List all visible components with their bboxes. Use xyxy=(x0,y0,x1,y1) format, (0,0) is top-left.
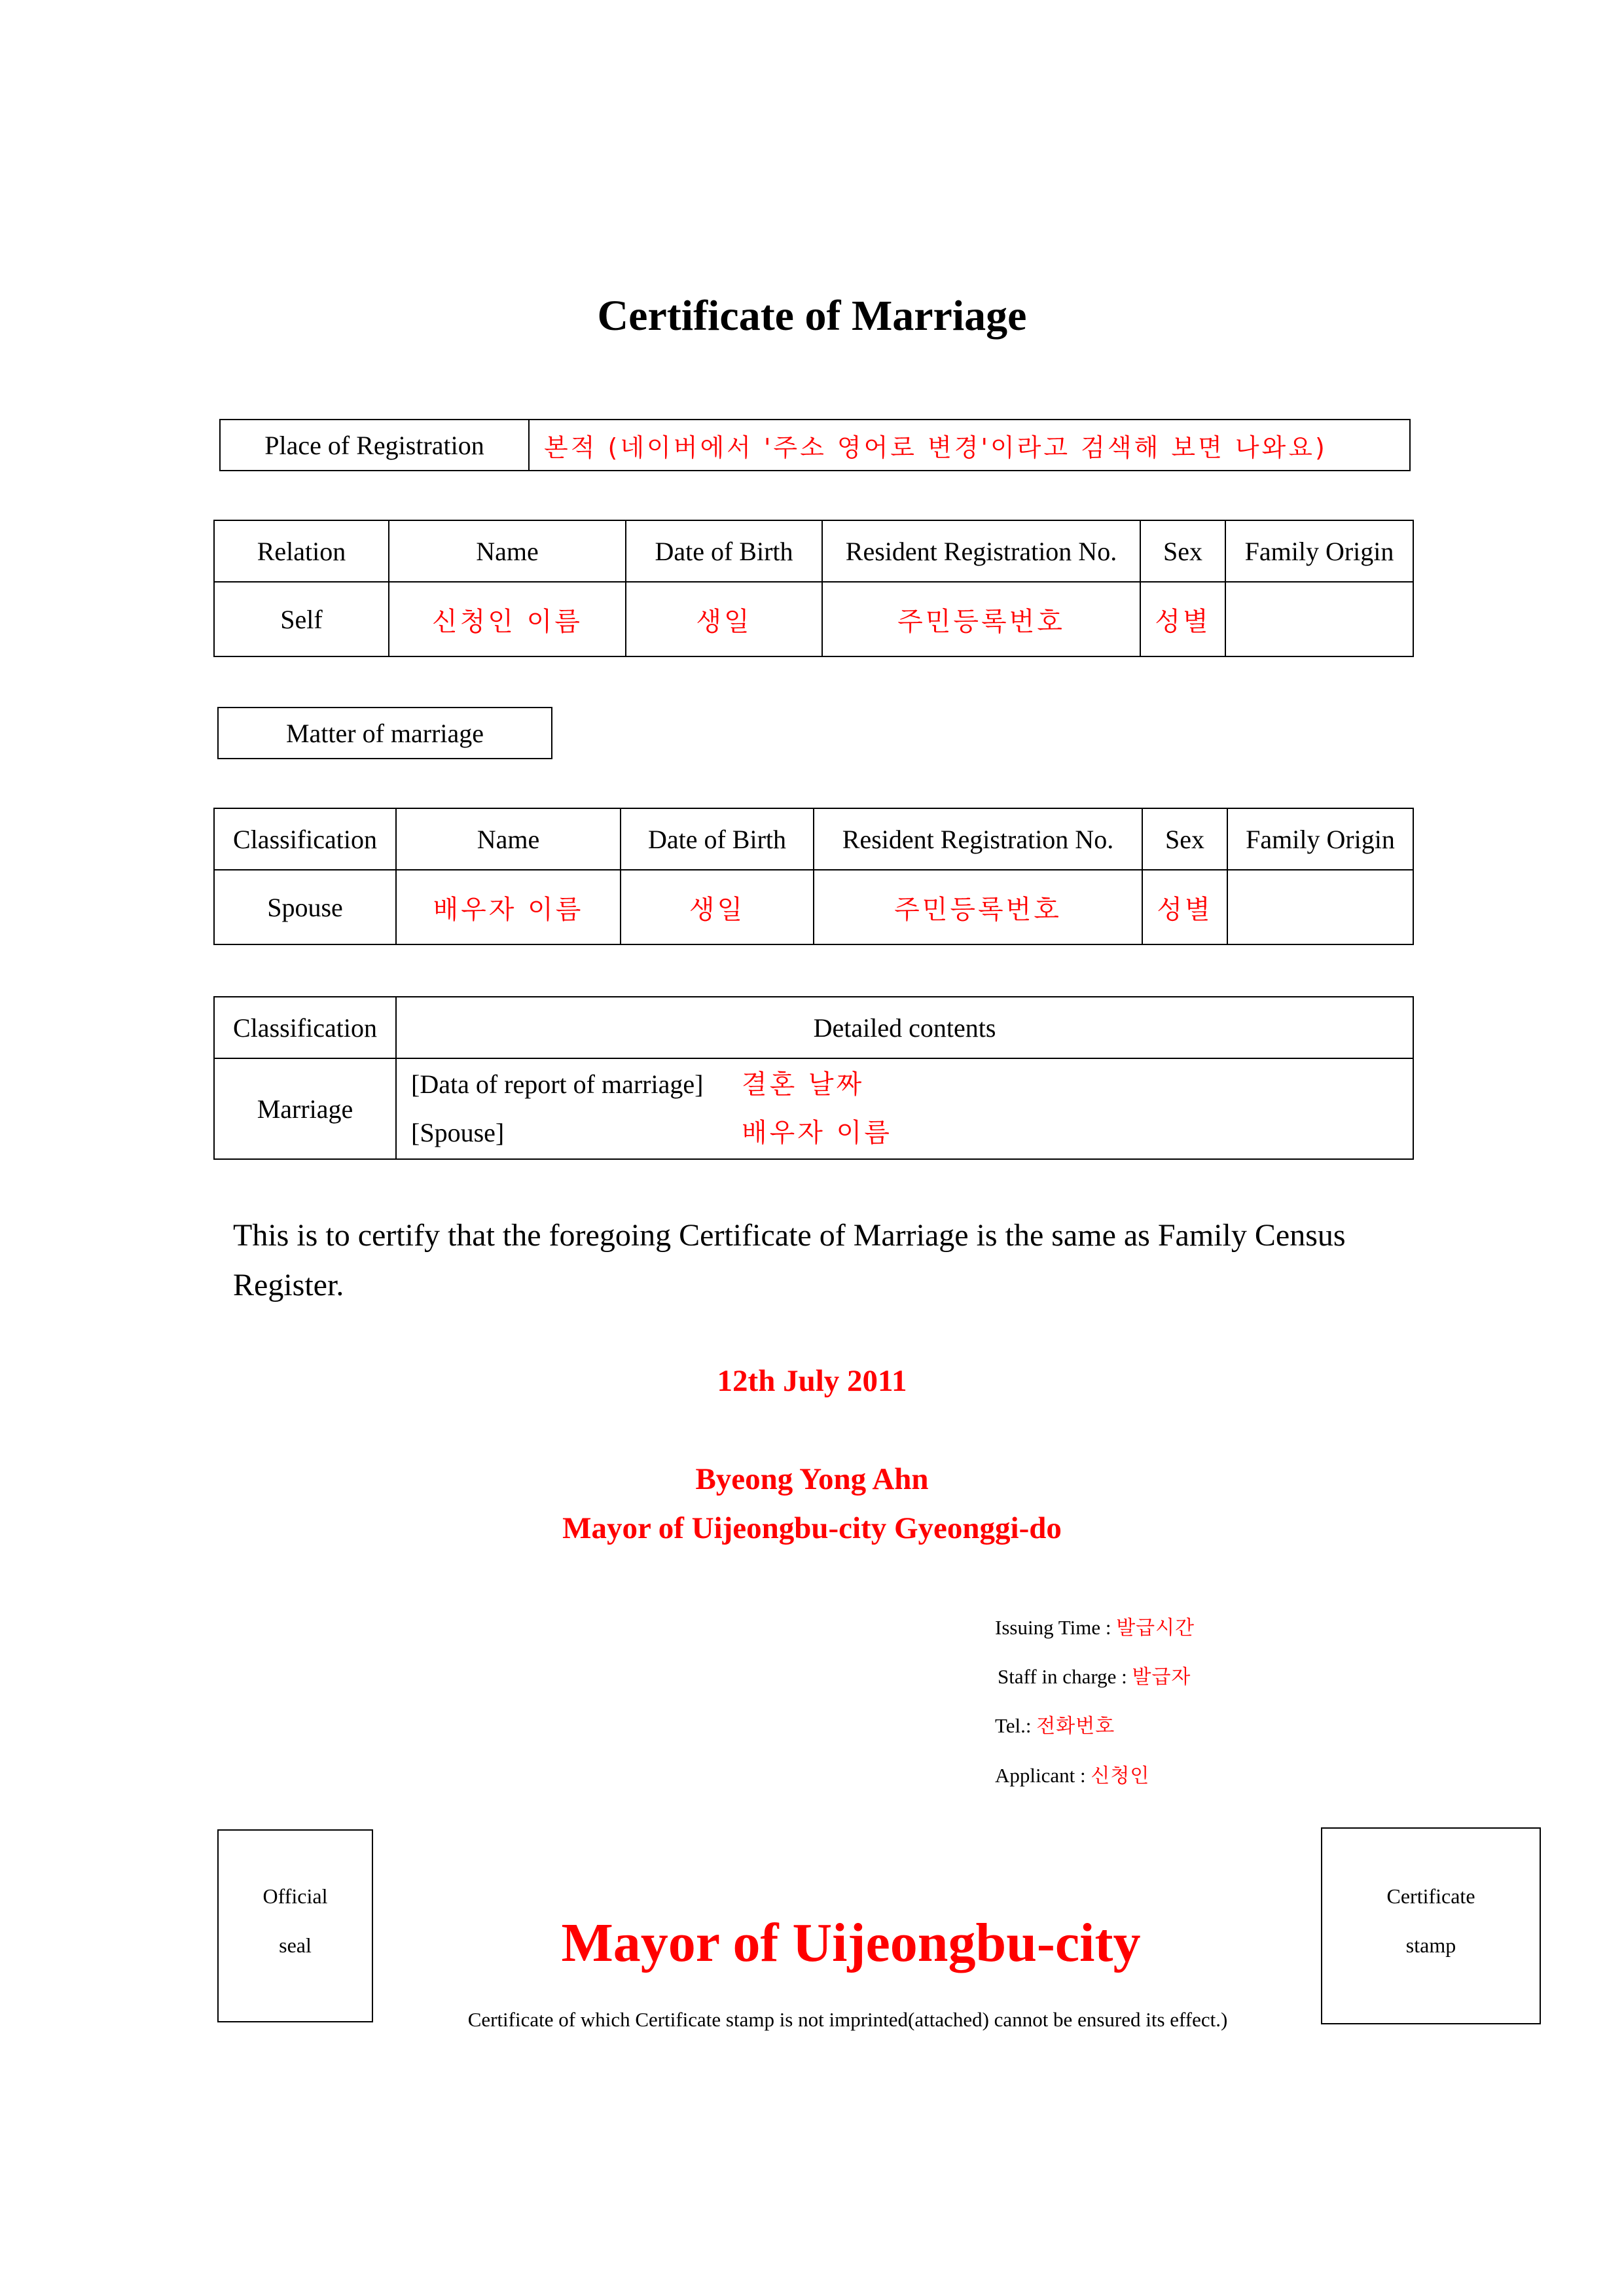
self-family-origin xyxy=(1225,582,1413,656)
matter-box xyxy=(217,707,552,759)
spouse-sex: 성별 xyxy=(1142,870,1227,944)
self-name: 신청인 이름 xyxy=(389,582,626,656)
detail-table xyxy=(213,996,1414,1160)
issuance-label: Applicant : xyxy=(995,1764,1086,1787)
self-date-of-birth: 생일 xyxy=(626,582,822,656)
detail-line xyxy=(411,1060,1413,1109)
page-title: Certificate of Marriage xyxy=(597,292,1027,340)
issuance-label: Tel.: xyxy=(995,1714,1032,1737)
spouse-classification: Spouse xyxy=(214,870,396,944)
issuance-label: Issuing Time : xyxy=(995,1616,1111,1639)
mayor-signature-line: Mayor of Uijeongbu-city xyxy=(561,1912,1141,1973)
spouse-name: 배우자 이름 xyxy=(396,870,621,944)
header-classification: Classification xyxy=(214,997,396,1058)
registration-value: 본적 (네이버에서 '주소 영어로 변경'이라고 검색해 보면 나와요) xyxy=(529,420,1410,471)
self-registration-no: 주민등록번호 xyxy=(822,582,1140,656)
issuance-value: 발급시간 xyxy=(1116,1617,1195,1640)
detail-line-value: 배우자 이름 xyxy=(742,1118,892,1148)
issuance-label: Staff in charge : xyxy=(998,1665,1127,1688)
footnote: Certificate of which Certificate stamp is not imprinted(attached) cannot be ensured its effect.) xyxy=(467,2008,1228,2031)
detail-line xyxy=(411,1109,1413,1157)
certify-statement: This is to certify that the foregoing Certificate of Marriage is the same as Family Census Register. xyxy=(233,1218,1346,1302)
self-relation: Self xyxy=(214,582,389,656)
header-date-of-birth: Date of Birth xyxy=(621,808,814,870)
signatory-name: Byeong Yong Ahn xyxy=(695,1462,929,1496)
header-date-of-birth: Date of Birth xyxy=(626,520,822,582)
spouse-date-of-birth: 생일 xyxy=(621,870,814,944)
header-registration-no: Resident Registration No. xyxy=(822,520,1140,582)
detail-line-label: [Spouse] xyxy=(411,1118,505,1147)
detail-classification: Marriage xyxy=(214,1058,396,1159)
matter-label: Matter of marriage xyxy=(218,708,552,759)
header-detailed-contents: Detailed contents xyxy=(396,997,1413,1058)
certificate-stamp-label: stamp xyxy=(1405,1933,1456,1957)
issuance-line xyxy=(995,1611,1195,1640)
header-sex: Sex xyxy=(1140,520,1225,582)
header-registration-no: Resident Registration No. xyxy=(814,808,1142,870)
header-name: Name xyxy=(389,520,626,582)
official-seal-label: Official xyxy=(262,1884,328,1908)
certificate-stamp-label: Certificate xyxy=(1386,1884,1475,1908)
issuance-value: 신청인 xyxy=(1091,1765,1150,1787)
certificate-stamp-box xyxy=(1321,1827,1541,2024)
header-family-origin: Family Origin xyxy=(1227,808,1413,870)
detail-line-label: [Data of report of marriage] xyxy=(411,1069,704,1099)
header-relation: Relation xyxy=(214,520,389,582)
spouse-family-origin xyxy=(1227,870,1413,944)
official-seal-label: seal xyxy=(279,1933,312,1957)
issue-date: 12th July 2011 xyxy=(717,1364,907,1398)
detail-line-value: 결혼 날짜 xyxy=(742,1069,865,1100)
header-name: Name xyxy=(396,808,621,870)
issuance-line xyxy=(995,1759,1149,1788)
spouse-table xyxy=(213,808,1414,945)
registration-table xyxy=(219,419,1411,471)
issuance-value: 발급자 xyxy=(1132,1666,1191,1689)
detail-contents xyxy=(396,1058,1413,1159)
issuance-line xyxy=(995,1710,1115,1738)
registration-label: Place of Registration xyxy=(220,420,529,471)
issuance-line xyxy=(998,1660,1191,1689)
issuance-value: 전화번호 xyxy=(1036,1715,1115,1738)
signatory-title: Mayor of Uijeongbu-city Gyeonggi-do xyxy=(562,1511,1062,1545)
header-classification: Classification xyxy=(214,808,396,870)
spouse-registration-no: 주민등록번호 xyxy=(814,870,1142,944)
header-sex: Sex xyxy=(1142,808,1227,870)
official-seal-box xyxy=(217,1829,373,2022)
header-family-origin: Family Origin xyxy=(1225,520,1413,582)
self-table xyxy=(213,520,1414,657)
self-sex: 성별 xyxy=(1140,582,1225,656)
